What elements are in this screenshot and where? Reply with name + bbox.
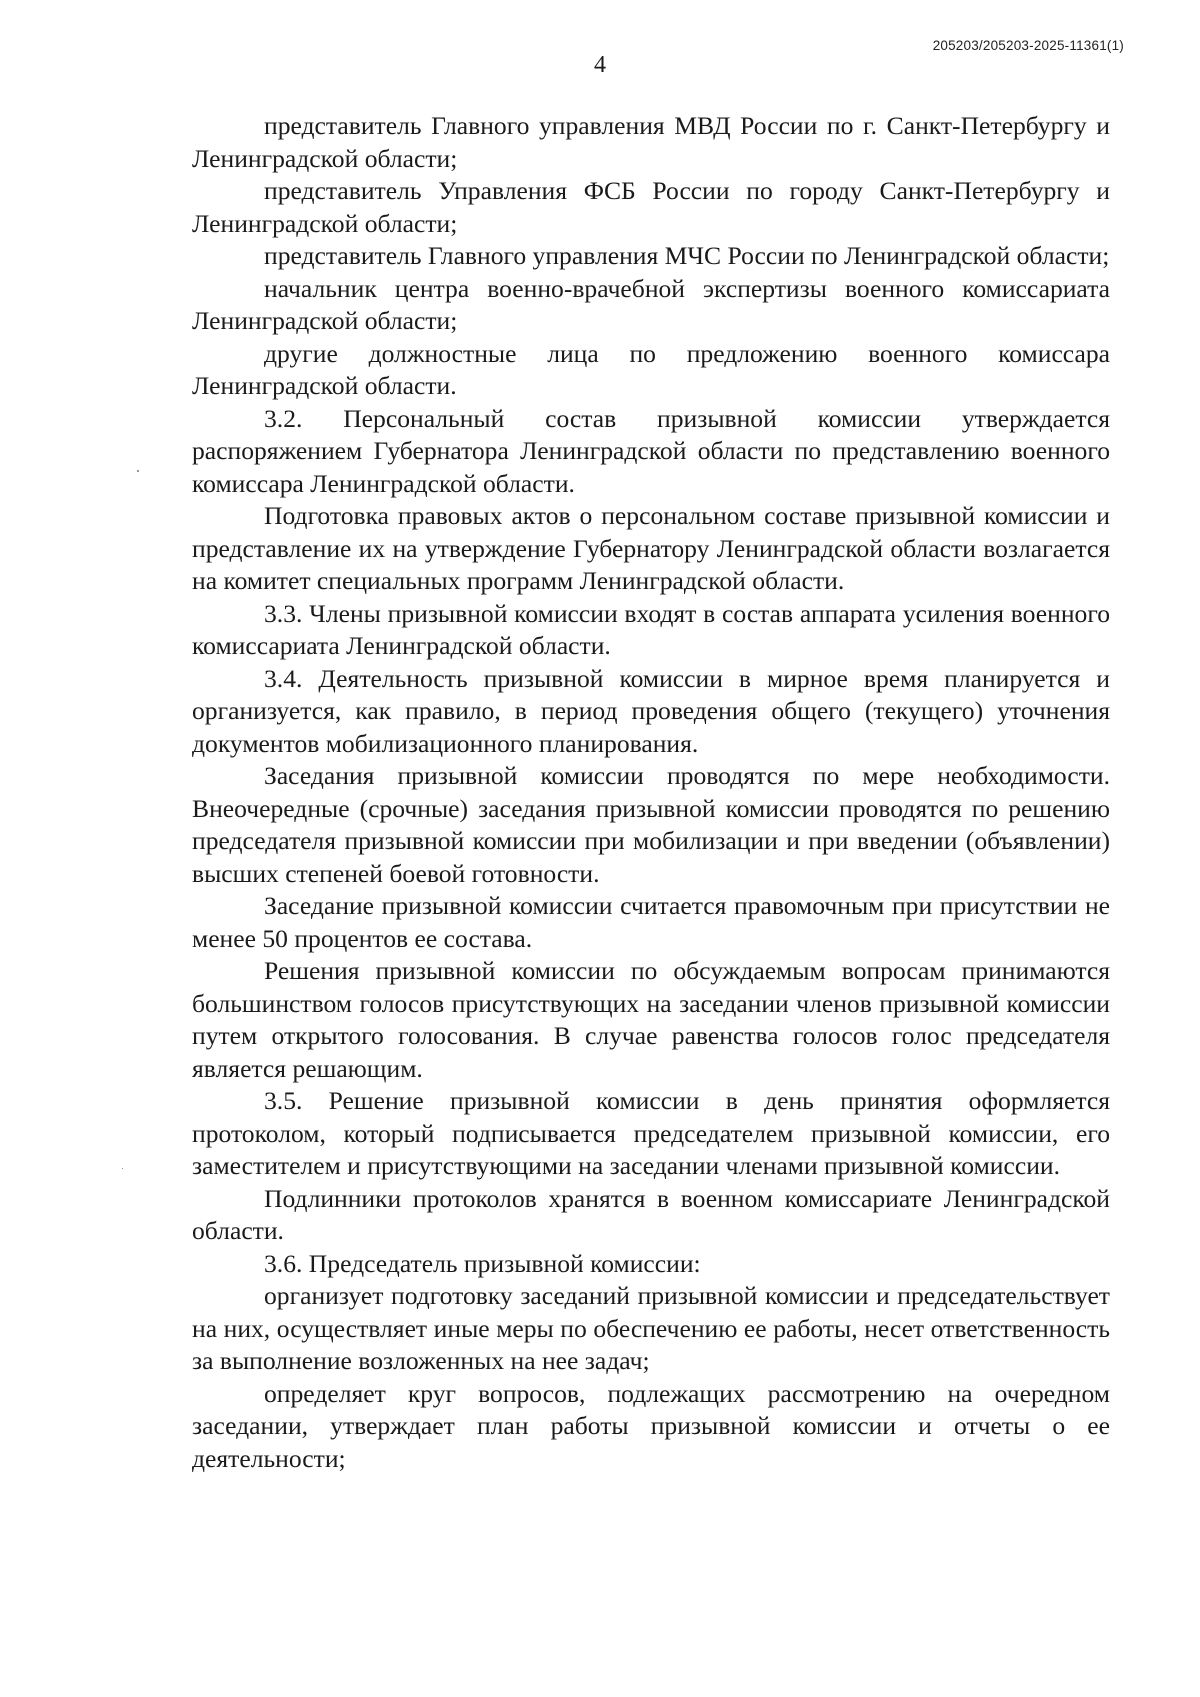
paragraph: Заседания призывной комиссии проводятся по мере необходимости. Внеочередные (срочные) заседания призывной комиссии проводятся по решению председателя призывной комиссии при мобилизации и при введении (объявлении) высших степеней боевой готовности. [192, 761, 1110, 888]
document-body [192, 110, 1110, 1475]
paragraph: представитель Главного управления МЧС России по Ленинградской области; [264, 241, 1110, 270]
paragraph: Решения призывной комиссии по обсуждаемым вопросам принимаются большинством голосов присутствующих на заседании членов призывной комиссии путем открытого голосования. В случае равенства голосов голос председателя является решающим. [192, 956, 1110, 1083]
scan-speck [122, 1168, 123, 1169]
paragraph: определяет круг вопросов, подлежащих рассмотрению на очередном заседании, утверждает план работы призывной комиссии и отчеты о ее деятельности; [192, 1378, 1110, 1473]
paragraph: 3.3. Члены призывной комиссии входят в состав аппарата усиления военного комиссариата Ленинградской области. [192, 598, 1110, 660]
paragraph: Заседание призывной комиссии считается правомочным при присутствии не менее 50 процентов ее состава. [192, 891, 1110, 953]
paragraph: Подготовка правовых актов о персональном составе призывной комиссии и представление их на утверждение Губернатору Ленинградской области возлагается на комитет специальных программ Ленинградской области. [192, 501, 1110, 595]
paragraph: представитель Главного управления МВД России по г. Санкт-Петербургу и Ленинградской области; [192, 111, 1110, 173]
paragraph: организует подготовку заседаний призывной комиссии и председательствует на них, осуществляет иные меры по обеспечению ее работы, несет ответственность за выполнение возложенных на нее задач; [192, 1281, 1110, 1375]
paragraph: 3.4. Деятельность призывной комиссии в мирное время планируется и организуется, как правило, в период проведения общего (текущего) уточнения документов мобилизационного планирования. [192, 663, 1110, 758]
page-number: 4 [594, 52, 606, 78]
scan-speck [137, 470, 139, 472]
paragraph: 3.2. Персональный состав призывной комиссии утверждается распоряжением Губернатора Ленинградской области по представлению военного комиссара Ленинградской области. [192, 403, 1110, 498]
paragraph: Подлинники протоколов хранятся в военном комиссариате Ленинградской области. [192, 1183, 1110, 1245]
paragraph: 3.5. Решение призывной комиссии в день принятия оформляется протоколом, который подписывается председателем призывной комиссии, его заместителем и присутствующими на заседании членами призывной комиссии. [192, 1086, 1110, 1180]
paragraph: представитель Управления ФСБ России по городу Санкт-Петербургу и Ленинградской области; [192, 176, 1110, 238]
paragraph: 3.6. Председатель призывной комиссии: [264, 1248, 701, 1278]
paragraph: начальник центра военно-врачебной экспертизы военного комиссариата Ленинградской области; [192, 273, 1110, 335]
document-id: 205203/205203-2025-11361(1) [932, 38, 1124, 53]
paragraph: другие должностные лица по предложению военного комиссара Ленинградской области. [192, 338, 1110, 400]
